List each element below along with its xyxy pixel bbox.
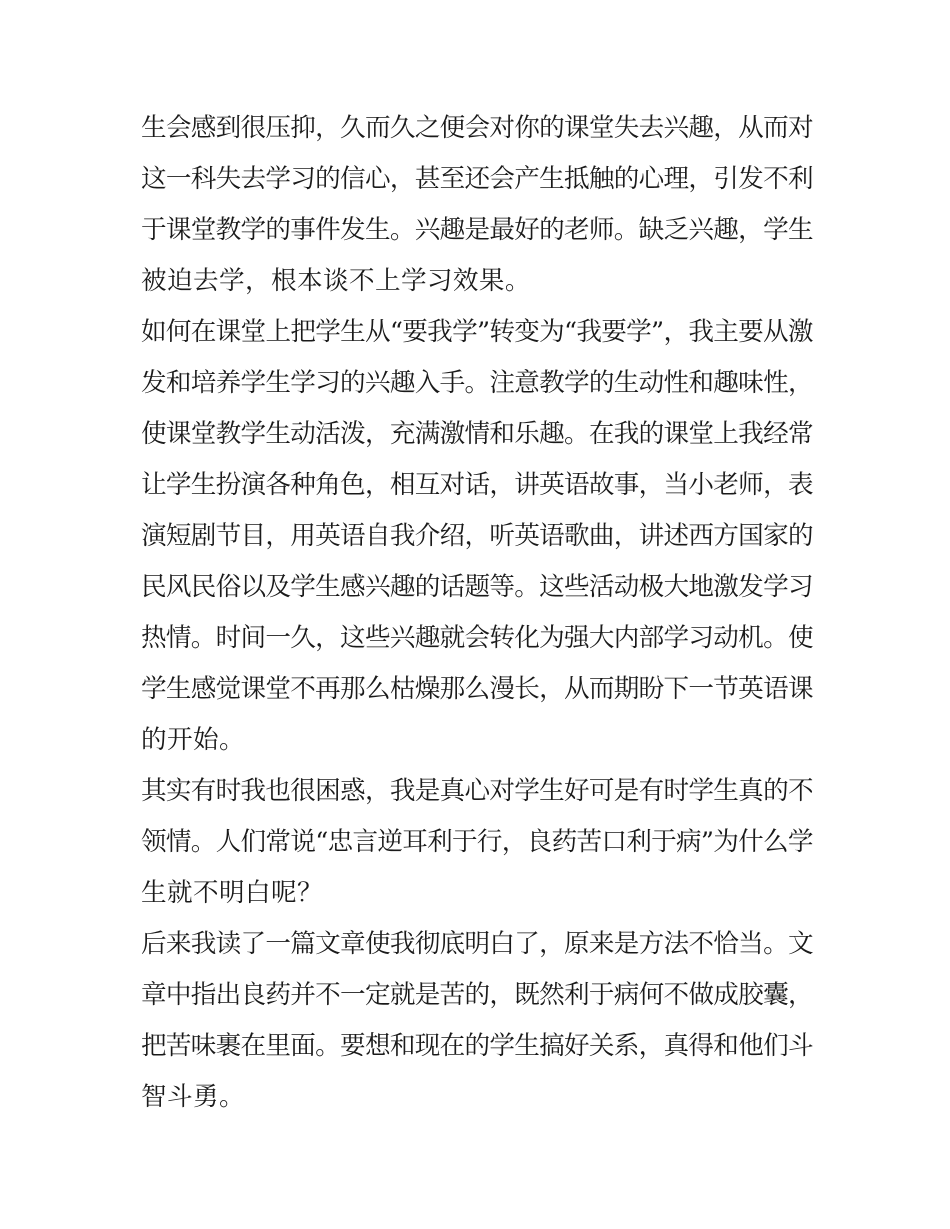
- text-line: 其实有时我也很困惑，我是真心对学生好可是有时学生真的不: [141, 776, 813, 806]
- text-line: 智斗勇。: [141, 1082, 245, 1112]
- text-line: 发和培养学生学习的兴趣入手。注意教学的生动性和趣味性，: [141, 368, 813, 398]
- text-line: 民风民俗以及学生感兴趣的话题等。这些活动极大地激发学习: [141, 572, 813, 602]
- text-line: 章中指出良药并不一定就是苦的，既然利于病何不做成胶囊，: [141, 980, 813, 1010]
- text-line: 的开始。: [141, 725, 245, 755]
- text-line: 后来我读了一篇文章使我彻底明白了，原来是方法不恰当。文: [141, 929, 813, 959]
- text-line: 生就不明白呢？: [141, 878, 323, 908]
- text-line: 让学生扮演各种角色，相互对话，讲英语故事，当小老师，表: [141, 470, 813, 500]
- text-line: 领情。人们常说“忠言逆耳利于行，良药苦口利于病”为什么学: [141, 827, 813, 857]
- text-line: 被迫去学，根本谈不上学习效果。: [141, 266, 531, 296]
- text-line: 热情。时间一久，这些兴趣就会转化为强大内部学习动机。使: [141, 623, 813, 653]
- text-line: 使课堂教学生动活泼，充满激情和乐趣。在我的课堂上我经常: [141, 419, 813, 449]
- text-line: 生会感到很压抑，久而久之便会对你的课堂失去兴趣，从而对: [141, 113, 813, 143]
- text-line: 把苦味裹在里面。要想和现在的学生搞好关系，真得和他们斗: [141, 1031, 813, 1061]
- text-line: 这一科失去学习的信心，甚至还会产生抵触的心理，引发不利: [141, 164, 813, 194]
- text-line: 如何在课堂上把学生从“要我学”转变为“我要学”，我主要从激: [141, 317, 813, 347]
- text-line: 学生感觉课堂不再那么枯燥那么漫长，从而期盼下一节英语课: [141, 674, 813, 704]
- text-line: 演短剧节目，用英语自我介绍，听英语歌曲，讲述西方国家的: [141, 521, 813, 551]
- document-body: [141, 103, 813, 1123]
- text-line: 于课堂教学的事件发生。兴趣是最好的老师。缺乏兴趣，学生: [141, 215, 813, 245]
